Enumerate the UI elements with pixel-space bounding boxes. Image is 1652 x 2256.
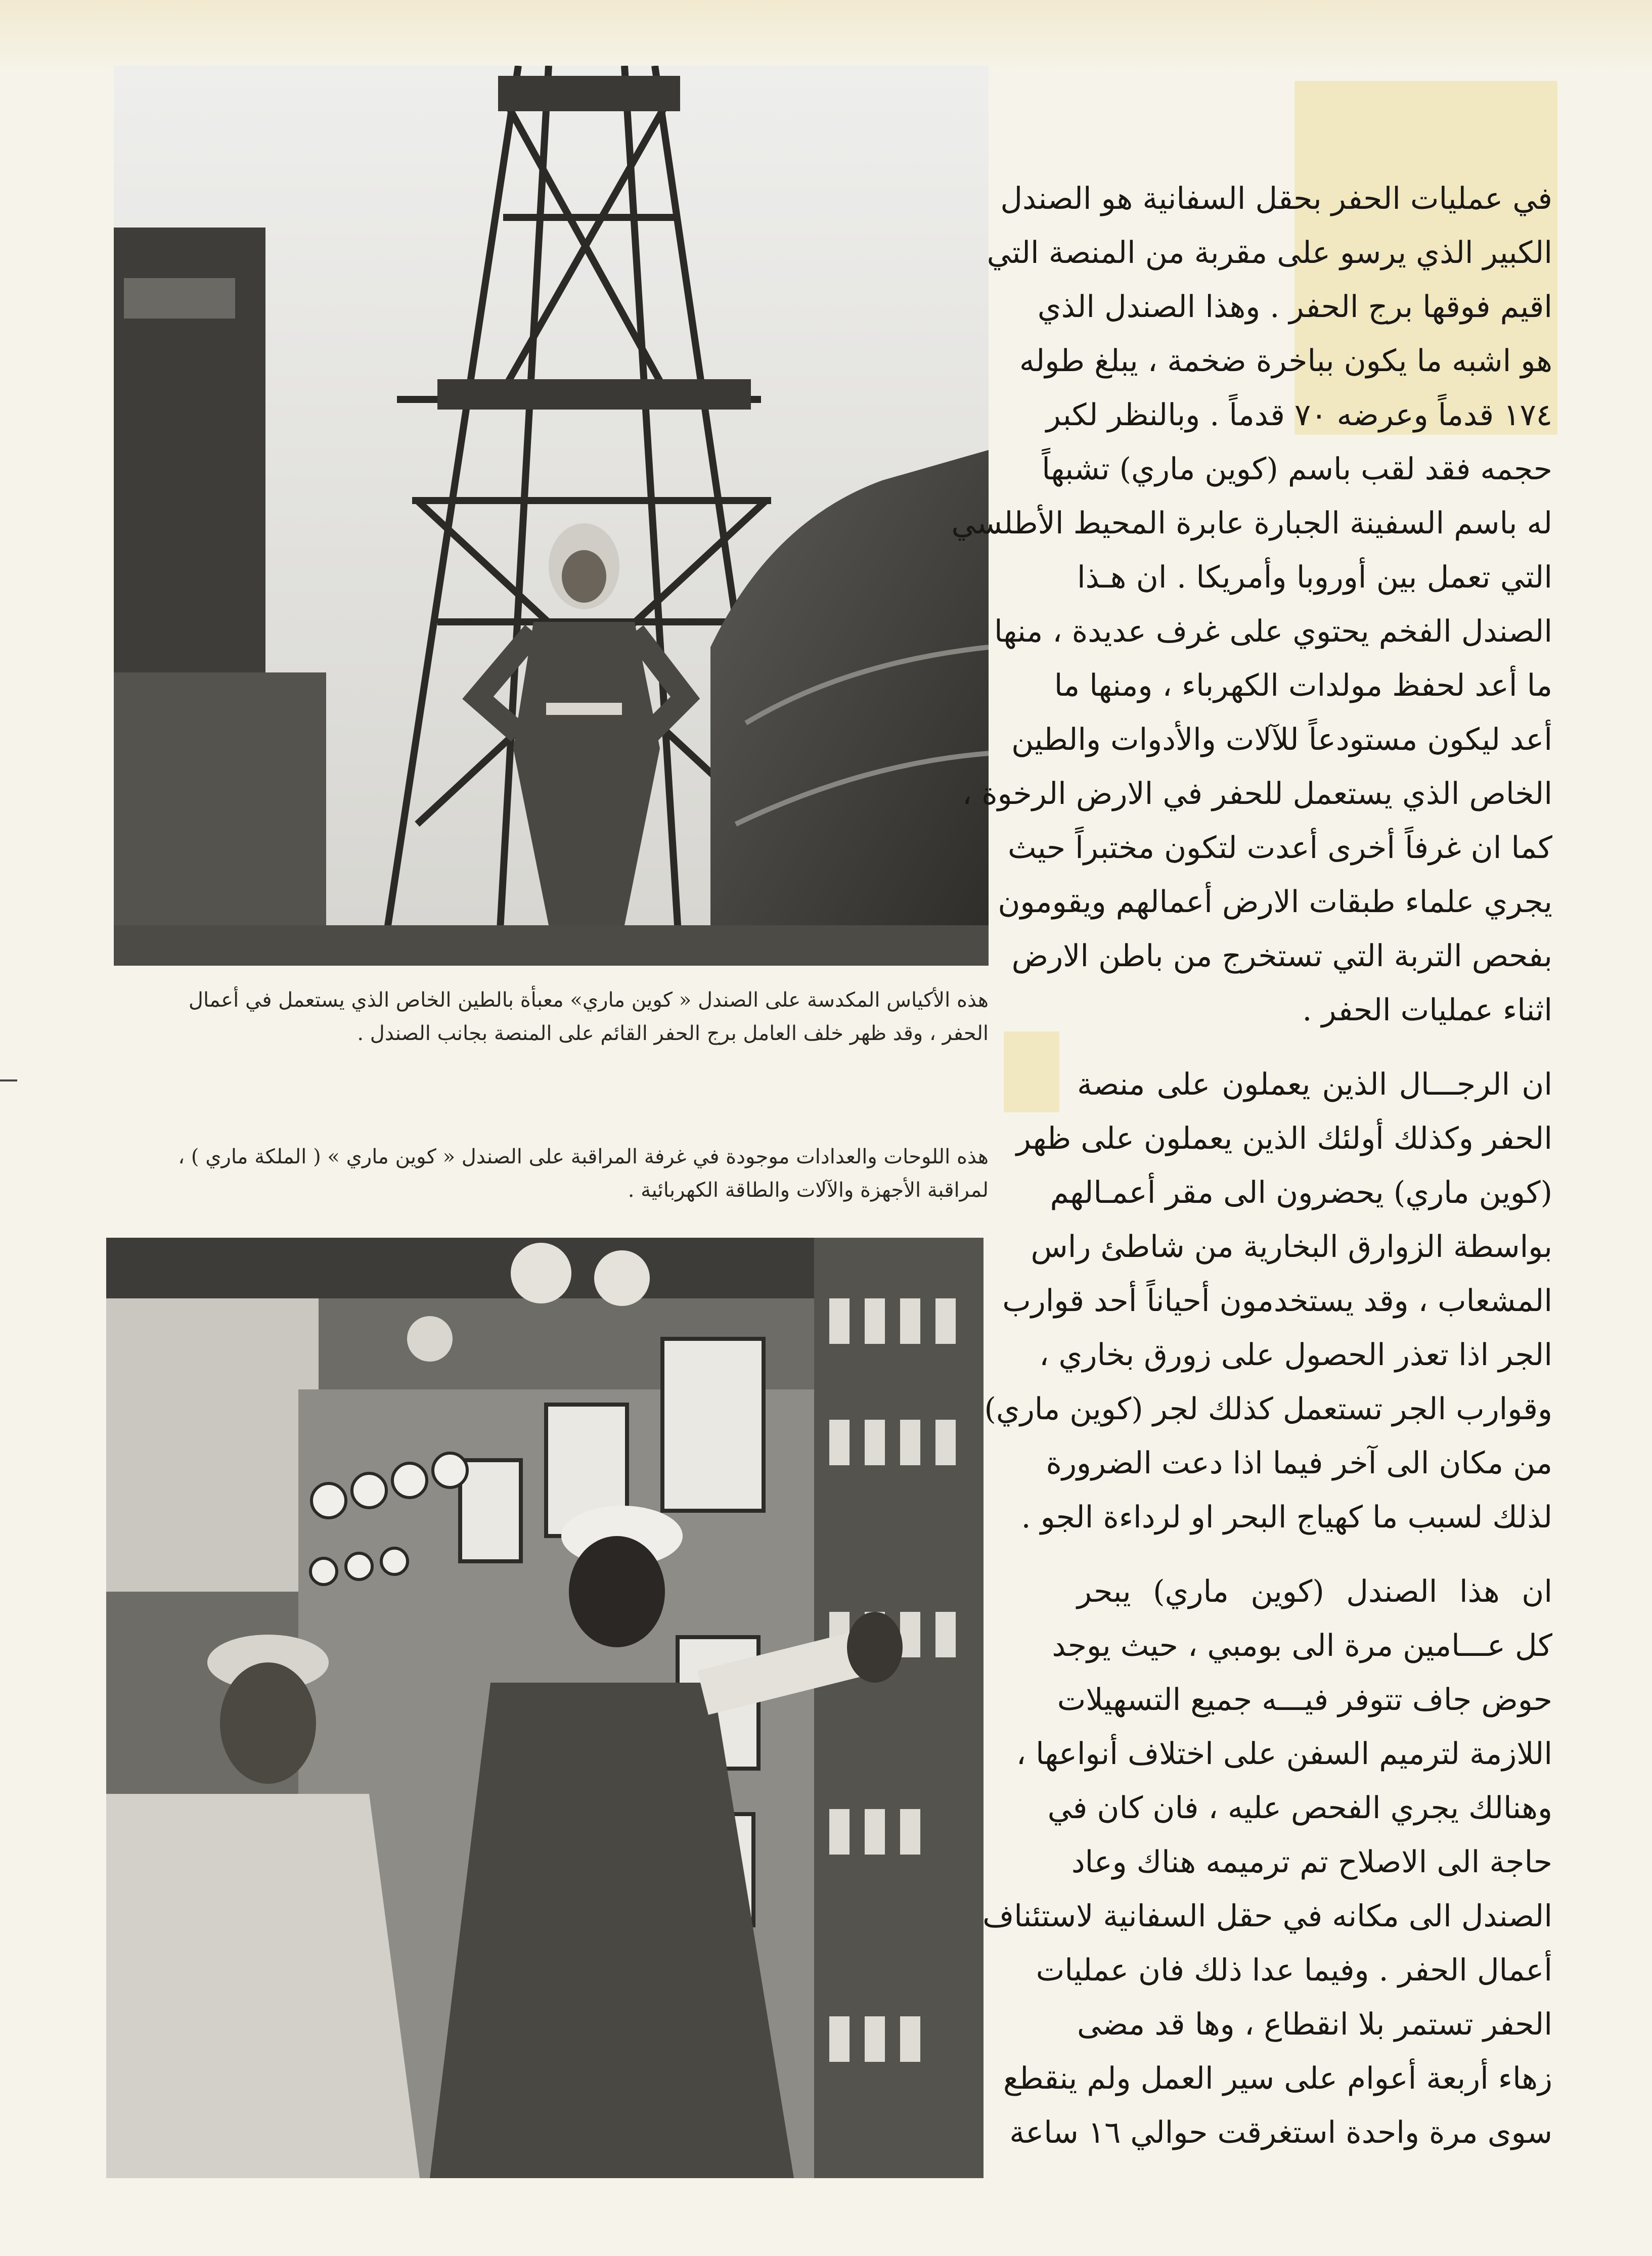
- text-line: التي تعمل بين أوروبا وأمريكا . ان هـذا: [1077, 560, 1552, 595]
- text-line: الصندل الى مكانه في حقل السفانية لاستئناف: [983, 1899, 1552, 1934]
- text-line: أعد ليكون مستودعاً للآلات والأدوات والطين: [1011, 722, 1552, 757]
- text-line: الجر اذا تعذر الحصول على زورق بخاري ،: [1039, 1337, 1552, 1373]
- caption-line: هذه الأكياس المكدسة على الصندل « كوين ماري» معبأة بالطين الخاص الذي يستعمل في أعمال: [188, 988, 989, 1012]
- text-line: زهاء أربعة أعوام على سير العمل ولم ينقطع: [1003, 2061, 1552, 2096]
- text-line: الكبير الذي يرسو على مقربة من المنصة التي: [987, 235, 1552, 270]
- text-line: من مكان الى آخر فيما اذا دعت الضرورة: [1046, 1446, 1552, 1481]
- text-line: الخاص الذي يستعمل للحفر في الارض الرخوة ،: [962, 776, 1552, 811]
- text-line: هو اشبه ما يكون بباخرة ضخمة ، يبلغ طوله: [1019, 343, 1552, 379]
- caption-bottom-photo: [114, 1140, 989, 1207]
- text-line: ان هذا الصندل (كوين ماري) يبحر: [1077, 1574, 1552, 1609]
- text-line: أعمال الحفر . وفيما عدا ذلك فان عمليات: [1036, 1953, 1552, 1988]
- article-paragraph-3: [983, 1565, 1552, 2160]
- text-line: له باسم السفينة الجبارة عابرة المحيط الأطلسي: [951, 506, 1552, 541]
- text-line: وهنالك يجري الفحص عليه ، فان كان في: [1047, 1790, 1552, 1826]
- text-line: ما أعد لحفظ مولدات الكهرباء ، ومنها ما: [1054, 668, 1552, 703]
- caption-line: الحفر ، وقد ظهر خلف العامل برج الحفر القائم على المنصة بجانب الصندل .: [357, 1022, 989, 1045]
- text-line: كل عـــامين مرة الى بومبي ، حيث يوجد: [1052, 1628, 1552, 1663]
- text-line: ان الرجـــال الذين يعملون على منصة: [1077, 1067, 1552, 1102]
- photo-oil-derrick: [114, 66, 989, 966]
- margin-mark: [0, 1079, 17, 1081]
- text-line: الحفر تستمر بلا انقطاع ، وها قد مضى: [1077, 2007, 1552, 2042]
- text-line: حاجة الى الاصلاح تم ترميمه هناك وعاد: [1071, 1844, 1552, 1880]
- text-line: سوى مرة واحدة استغرقت حوالي ١٦ ساعة: [1009, 2115, 1552, 2150]
- text-line: لذلك لسبب ما كهياج البحر او لرداءة الجو .: [1021, 1500, 1552, 1535]
- caption-line: لمراقبة الأجهزة والآلات والطاقة الكهربائية .: [628, 1179, 989, 1202]
- text-line: حجمه فقد لقب باسم (كوين ماري) تشبهاً: [1042, 452, 1552, 487]
- text-line: اثناء عمليات الحفر .: [1302, 992, 1552, 1028]
- page-top-tint: [0, 0, 1652, 76]
- article-column: [951, 172, 1552, 2180]
- text-line: بواسطة الزوارق البخارية من شاطئ راس: [1031, 1229, 1552, 1265]
- photo-control-room: [106, 1238, 984, 2178]
- article-paragraph-2: [984, 1058, 1552, 1545]
- text-line: حوض جاف تتوفر فيـــه جميع التسهيلات: [1057, 1682, 1552, 1718]
- text-line: المشعاب ، وقد يستخدمون أحياناً أحد قوارب: [1002, 1283, 1552, 1319]
- article-paragraph-1: [951, 172, 1552, 1037]
- text-line: (كوين ماري) يحضرون الى مقر أعمـالهم: [1050, 1175, 1552, 1210]
- paper-stain: [1004, 1031, 1059, 1112]
- oil-derrick-photo-icon: [114, 66, 989, 966]
- text-line: بفحص التربة التي تستخرج من باطن الارض: [1011, 938, 1552, 974]
- text-line: اللازمة لترميم السفن على اختلاف أنواعها ،: [1016, 1736, 1552, 1772]
- text-line: اقيم فوقها برج الحفر . وهذا الصندل الذي: [1037, 289, 1552, 325]
- text-line: ١٧٤ قدماً وعرضه ٧٠ قدماً . وبالنظر لكبر: [1046, 397, 1552, 433]
- text-line: وقوارب الجر تستعمل كذلك لجر (كوين ماري): [984, 1391, 1552, 1427]
- caption-top-photo: [114, 983, 989, 1050]
- caption-line: هذه اللوحات والعدادات موجودة في غرفة المراقبة على الصندل « كوين ماري » ( الملكة ماري ) ،: [178, 1145, 989, 1168]
- text-line: الصندل الفخم يحتوي على غرف عديدة ، منها: [994, 614, 1552, 649]
- text-line: في عمليات الحفر بحقل السفانية هو الصندل: [1000, 181, 1552, 216]
- text-line: الحفر وكذلك أولئك الذين يعملون على ظهر: [1016, 1121, 1552, 1156]
- text-line: كما ان غرفاً أخرى أعدت لتكون مختبراً حيث: [1007, 830, 1552, 866]
- text-line: يجري علماء طبقات الارض أعمالهم ويقومون: [998, 884, 1552, 920]
- control-panel-photo-icon: [106, 1238, 984, 2178]
